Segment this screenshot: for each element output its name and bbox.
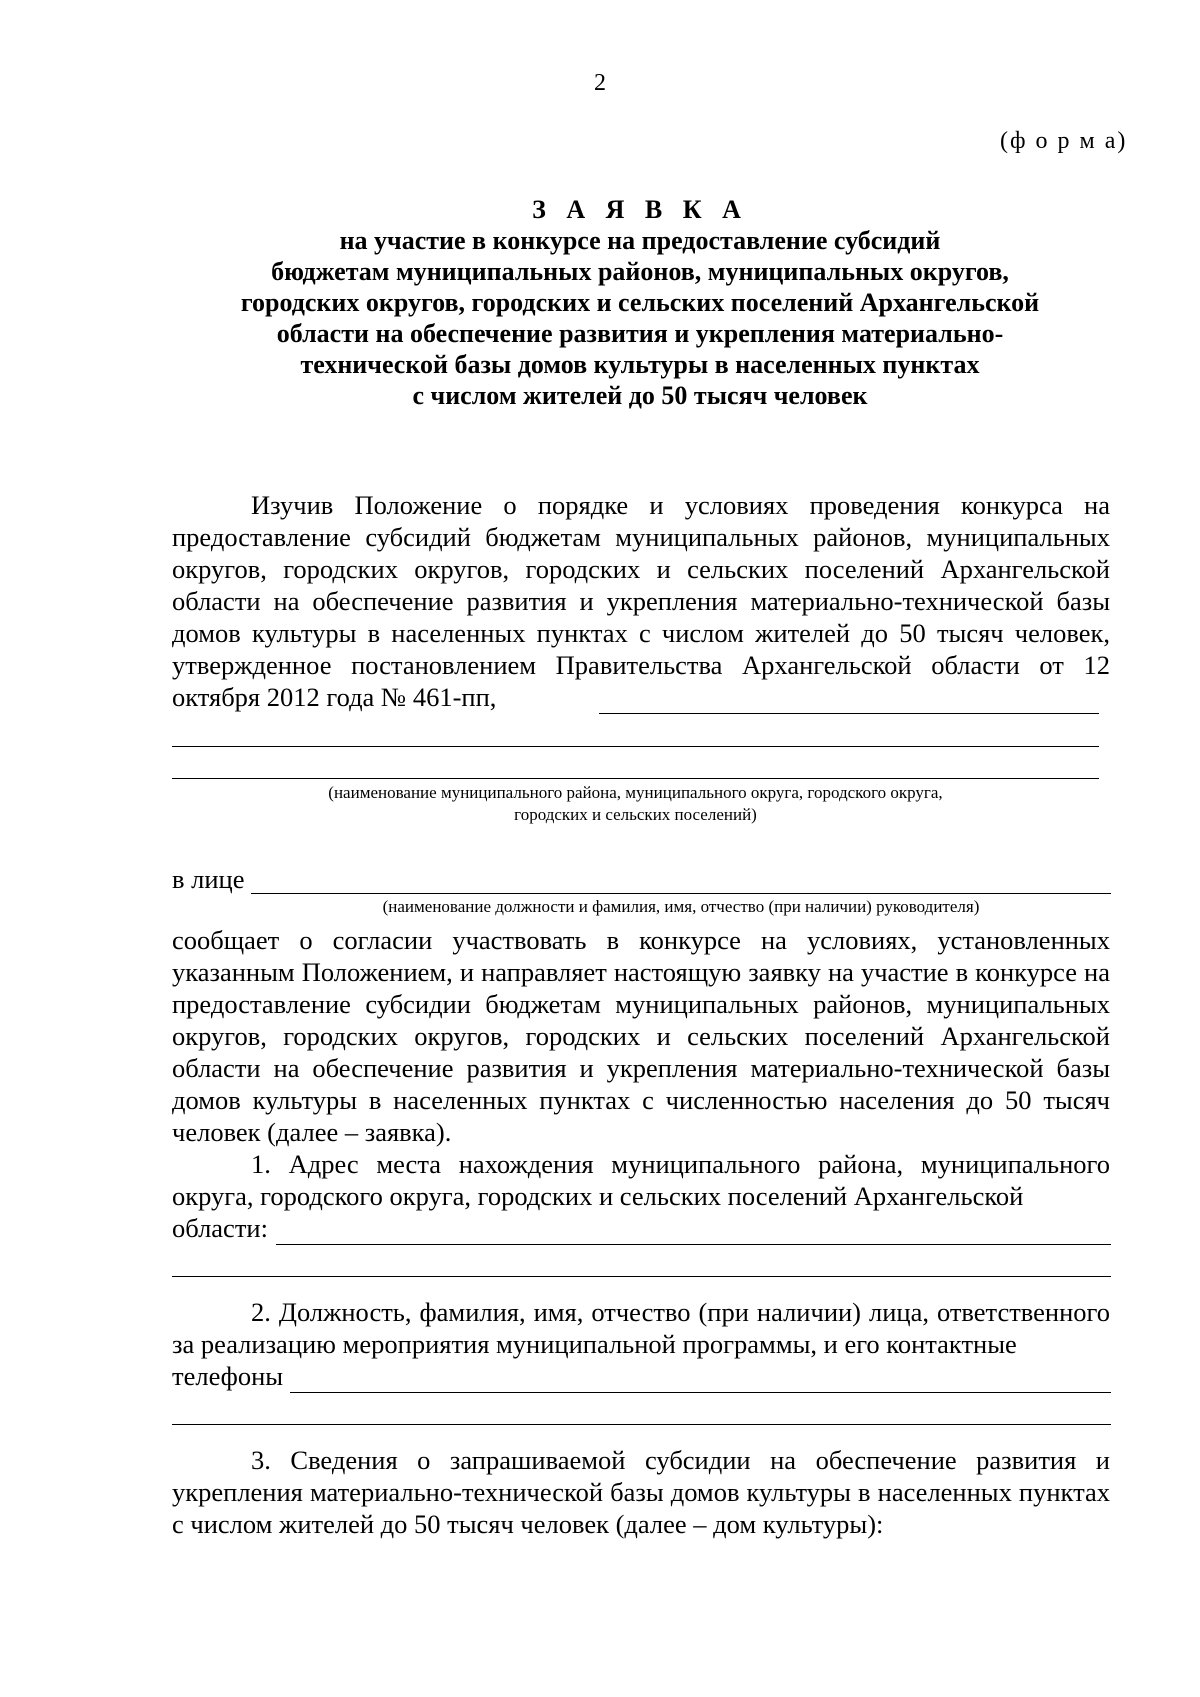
caption-line: городских и сельских поселений) xyxy=(514,805,757,824)
municipality-caption xyxy=(172,782,1099,826)
form-label: (ф о р м а) xyxy=(1000,128,1128,154)
municipality-blank-1 xyxy=(599,713,1099,714)
item-3-text: 3. Сведения о запрашиваемой субсидии на обеспечение развития и укрепления материально-технической базы домов культуры в населенных пунктах с числом жителей до 50 тысяч человек (далее – дом культуры): xyxy=(172,1445,1110,1539)
item-1-text: 1. Адрес места нахождения муниципального района, муниципального округа, городского округа, городских и сельских поселений Архангельской xyxy=(172,1149,1110,1211)
head-blank xyxy=(251,893,1111,894)
head-caption: (наименование должности и фамилия, имя, отчество (при наличии) руководителя) xyxy=(382,897,980,916)
heading-line: на участие в конкурсе на предоставление субсидий xyxy=(339,226,941,255)
consent-paragraph xyxy=(172,924,1110,1212)
item-2-text: 2. Должность, фамилия, имя, отчество (при наличии) лица, ответственного за реализацию мероприятия муниципальной программы, и его контактные xyxy=(172,1297,1110,1359)
heading-line: технической базы домов культуры в населенных пунктах xyxy=(300,350,980,379)
responsible-blank-1 xyxy=(290,1392,1111,1393)
item-1-label: области: xyxy=(172,1213,268,1243)
heading-line: городских округов, городских и сельских поселений Архангельской xyxy=(240,288,1040,317)
item-2-label: телефоны xyxy=(172,1361,284,1391)
consent-text: сообщает о согласии участвовать в конкурсе на условиях, установленных указанным Положением, и направляет настоящую заявку на участие в конкурсе на предоставление субсидии бюджетам муниципальных районов, муниципальных округов, городских округов, городских и сельских поселений Архангельской области на обеспечение развития и укрепления материально-технической базы домов культуры в населенных пунктах с численностью населения до 50 тысяч человек (далее – заявка). xyxy=(172,925,1110,1147)
caption-line: (наименование муниципального района, муниципального округа, городского округа, xyxy=(328,783,943,802)
address-blank-1 xyxy=(276,1244,1111,1245)
in-person-label: в лице xyxy=(172,864,245,894)
page-number: 2 xyxy=(594,70,606,96)
document-title: З А Я В К А xyxy=(532,195,748,224)
address-blank-2 xyxy=(172,1276,1111,1277)
responsible-blank-2 xyxy=(172,1424,1111,1425)
municipality-blank-3 xyxy=(172,778,1099,779)
document-heading xyxy=(120,194,1160,411)
heading-line: с числом жителей до 50 тысяч человек xyxy=(412,381,868,410)
heading-line: области на обеспечение развития и укрепления материально- xyxy=(276,319,1004,348)
municipality-blank-2 xyxy=(172,746,1099,747)
heading-line: бюджетам муниципальных районов, муниципальных округов, xyxy=(271,257,1009,286)
intro-paragraph: Изучив Положение о порядке и условиях проведения конкурса на предоставление субсидий бюджетам муниципальных районов, муниципальных округов, городских округов, городских и сельских поселений Архангельской области на обеспечение развития и укрепления материально-технической базы домов культуры в населенных пунктах с числом жителей до 50 тысяч человек, утвержденное постановлением Правительства Архангельской области от 12 октября 2012 года № 461-пп, xyxy=(172,490,1110,712)
